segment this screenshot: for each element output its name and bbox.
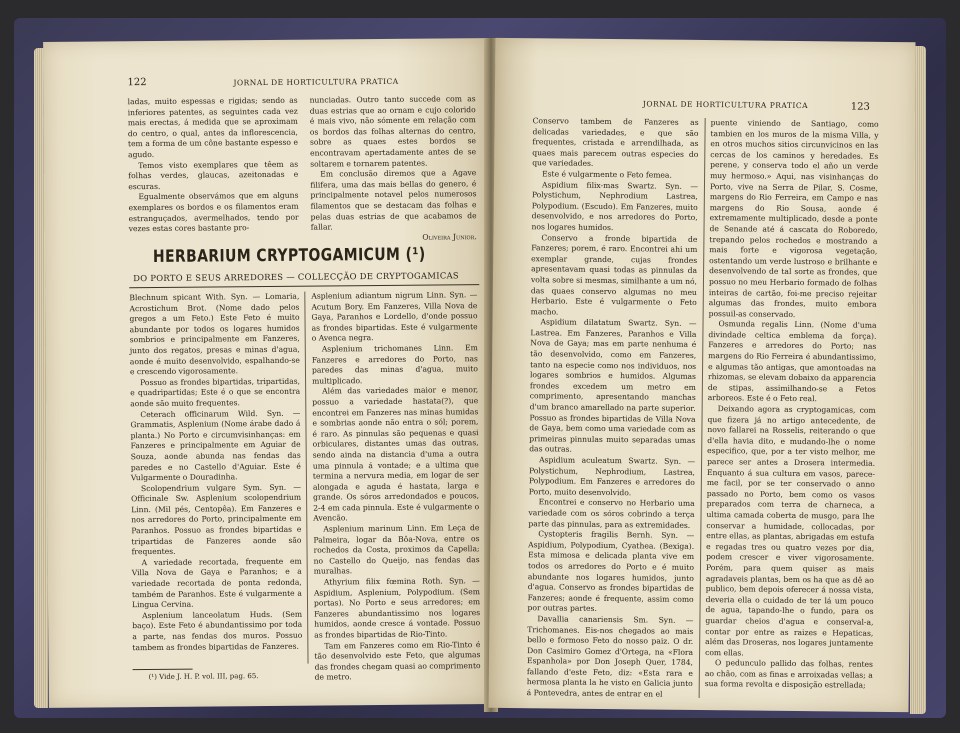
left-page	[43, 38, 491, 708]
entry: Athyrium filix fœmina Roth. Syn. — Aspidium, Asplenium, Polypodium. (Sem portas). No Porto e seus arredores; em Fanzeres abundantissimo nos logares humidos, aonde cresce á vontade. Possuo as frondes bipartidas de Rio-Tinto.	[313, 576, 481, 640]
entry: Ceterach officinarum Wild. Syn. — Grammatis, Asplenium (Nome árabe dado á planta.) No Porto e circumvisinhanças: em Fanzeres e principalmente em Aguiar de Souza, aonde abunda nas fendas das paredes e no Castello d'Aguiar. Este é Vulgarmente o Douradinha.	[130, 408, 301, 483]
left-top-col2	[310, 94, 477, 244]
entry: Este é vulgarmente o Feto femea.	[542, 169, 672, 180]
right-page-number: 123	[850, 101, 870, 113]
article-title: HERBARIUM CRYPTOGAMICUM (¹)	[152, 244, 426, 267]
article-subtitle: DO PORTO E SEUS ARREDORES — COLLECÇÃO DE CRYPTOGAMICAS	[133, 270, 459, 284]
entry: Conservo tambem de Fanzeres as delicadas variedades, e que são frequentes, cristada e arrendilhada, as quaes mais parecem outras especies do que variedades.	[532, 116, 699, 169]
entry: Asplenium marinum Linn. Em Leça de Palmeira, logar da Bôa-Nova, entre os rochedos da Costa, proximos da Capella; no Castello do Queijo, nas fendas das muralhas.	[313, 523, 480, 577]
entry: Além das variedades maior e menor, possuo a variedade hastata(?), que encontrei em Fanzeres nas minas humidas e sombrias aonde não entra o sól; porem, é raro. As pinnulas são pequenas e quasi orbiculares, distantes umas das outras, sendo ainda na distancia d'uma a outra uma pinnula á vontade; e a ultima que termina a nervura media, em logar de ser alongada e aguda é hastata, larga e grande. Os sóros arredondados e poucos, 2-4 em cada pinnula. Este é vulgarmente o Avencão.	[312, 385, 480, 524]
entry: Asplenium lanceolatum Huds. (Sem baço). Este Feto é abundantissimo por toda a parte, nas fendas dos muros. Possuo tambem as frondes bipartidas de Fanzeres.	[132, 609, 303, 652]
entry: Possuo as frondes bipartidas, tripartidas, e quadripartidas; Este é o que se encontra aonde são muito frequentes.	[130, 376, 301, 409]
entry: Blechnum spicant With. Syn. — Lomaria, Acrostichum Brot. (Nome dado pelos gregos a um Feto.) Este Feto é muito abundante por todos os logares humidos sombrios e principalmente em Fanzeres, junto dos regatos, presas e minas d'agua, aonde é muito desenvolvido, espalhando-se e crescendo vigorosamente.	[129, 291, 300, 377]
entry: Aspidium dilatatum Swartz. Syn. — Lastrea. Em Fanzeres, Paranhos e Villa Nova de Gaya; mas em parte nenhuma é tão desenvolvido, como em Fanzeres, tanto na especie como nos individuos, nos logares sombrios e humidos. Algumas frondes excedem um metro em comprimento, apresentando manchas d'um branco amarellado na parte superior. Possuo as frondes bipartidas de Villa Nova de Gaya, bem como uma variedade com as primeiras pinnulas muito separadas umas das outras.	[529, 317, 697, 455]
entry: O pedunculo pallido das folhas, rentes ao chão, com as finas e arroixadas vellas; a sua forma revolta e disposição estrellada;	[704, 658, 874, 691]
right-running-head: JORNAL DE HORTICULTURA PRATICA	[642, 99, 809, 111]
entry: Asplenium trichomanes Linn. Em Fanzeres e arredores do Porto, nas paredes das minas d'agua, muito multiplicado.	[311, 343, 479, 386]
column-rule	[304, 292, 308, 664]
entry: Deixando agora as cryptogamicas, com que fizera já no artigo antecedente, de novo fallarei na Rosselis, reiterando o que d'ella havia dito, e mudando-lhe o nome especifico, que, por a ter visto melhor, me parece ser antes a Drosera intermedia. Enquanto á sua cultura em vasos, parece-me facil, por se ter conservado o anno passado no Porto, bem como os vasos preparados com terra de charneca, a ultima camada coberta de musgo, para lhe conservar a humidade, collocadas, por entre ellas, as plantas, abrigadas em estufa e regadas tres ou quatro vezes por dia, podem crescer e viver vigorosamente. Porém, para quem quiser as mais agradaveis plantas, bem os ha que as dê ao publico, bem depois oferecer á nossa vista, deveria ella o cuidado de ter lá um pouco de agua, tapando-lhe o fundo, para os guardar cheios d'agua e conserval-a, contar por entre as raizes e Hepaticas, além das Droseras, nos logares juntamente com ellas.	[705, 404, 876, 658]
entry: puente viniendo de Santiago, como tambien en los muros de la misma Villa, y en otros muchos sitios circunvicinos en las cercas de los caminos y heredades. Es perene, y conserva todo el año un verde muy hermoso.» Aqui, nas visinhanças do Porto, vive na Serra de Pilar, S. Cosme, margens do Rio Ferreira, em Campo e nas margens do Rio Sousa, aonde é extremamente multiplicado, desde a ponte de Senande até á cascata do Roboredo, trepando pelos rochedos e mostrando a mais forte e vigorosa vegetação, ostentando um verde lustroso e brilhante e desenvolvendo de tal sorte as frondes, que possuo no meu Herbario formado de folhas inteiras de cartão, foi-me preciso rejeitar algumas das frondes, muito embora possuil-as conservado.	[708, 118, 879, 319]
entry: Aspidium filix-mas Swartz. Syn. — Polystichum, Nephrodium Lastrea, Polypodium. (Escudo). Em Fanzeres, muito desenvolvido, e nos arredores do Porto, nos logares humidos.	[531, 179, 699, 233]
entry: Cystopteris fragilis Bernh. Syn. — Aspidium, Polypodium, Cyathea. (Bexiga). Esta mimosa e delicada planta vive em todos os arredores do Porto e é muito abundante nos logares humidos, junto d'agua. Conservo as frondes bipartidas de Fanzeres; aonde é frequente, assim como por outras partes.	[527, 529, 695, 614]
entry: Asplenium adiantum nigrum Linn. Syn. — Acutum Bory. Em Fanzeres, Villa Nova de Gaya, Paranhos e Lordello, d'onde possuo as frondes bipartidas. Este é vulgarmente o Avenca negra.	[311, 290, 478, 343]
right-col1	[527, 116, 699, 708]
paragraph: Temos visto exemplares que têem as folhas verdes, glaucas, azeitonadas e escuras.	[128, 159, 299, 191]
entry: Scolopendrium vulgare Sym. Syn. — Officinale Sw. Asplenium scolopendrium Linn. (Mil pés, Centopêa). Em Fanzeres e nos arredores do Porto, principalmente em Paranhos. Possuo as frondes bipartidas e tripartidas de Fanzeres aonde são frequentes.	[131, 482, 302, 557]
left-top-col1	[128, 96, 299, 235]
divider	[129, 284, 479, 288]
entry: Osmunda regalis Linn. (Nome d'uma divindade celtica emblema da força). Fanzeres e arredores do Porto; nas margens do Rio Ferreira é abundantissimo, e algumas tão antigas, que amontoadas na rhizomas, se elevam dobaixo da apparencia de stipas, assimilhando-se a Fetos arboreos. Este é o Feto real.	[707, 319, 877, 404]
entry: Aspidium aculeatum Swartz. Syn. — Polystichum, Nephrodium, Lastrea, Polypodium. Em Fanzeres e arredores do Porto, muito desenvolvido.	[528, 455, 696, 498]
paragraph: Em conclusão diremos que a Agave filifera, uma das mais bellas do genero, é principalmente notavel pelos numerosos filamentos que se destacam das folhas e pelas duas estrias de que acabamos de fallar.	[310, 168, 477, 232]
footnote: (¹) Vide J. H. P. vol. III, pag. 65.	[148, 672, 259, 682]
left-col1	[129, 292, 302, 683]
entry: A variedade recortada, frequente em Villa Nova de Gaya e Paranhos; e a variedade recortada de ponta redonda, também de Paranhos. Este é vulgarmente a Lingua Cervina.	[131, 556, 302, 610]
open-book	[14, 18, 946, 718]
entry: Tam em Fanzeres como em Rio-Tinto é tão desenvolvido este Feto, que algumas das frondes chegam quasi ao comprimento de metro.	[314, 639, 481, 682]
signature: Oliveira Junior.	[422, 231, 477, 242]
left-running-head: JORNAL DE HORTICULTURA PRATICA	[233, 76, 399, 88]
right-col2	[705, 118, 879, 710]
left-col2	[311, 290, 480, 681]
right-page	[489, 38, 916, 712]
entry: Encontrei e conservo no Herbario uma variedade com os sóros cobrindo a terça parte das pinnulas, para as extremidades.	[528, 497, 695, 530]
entry: Davallia canariensis Sm. Syn. — Trichomanes. Eis-nos chegados ao mais bello e formoso Feto do nosso paiz. O dr. Don Casimiro Gomez d'Ortega, na «Flora Espanhola» por Don Joseph Quer, 1784, fallando d'este Feto, diz: «Esta rara e hermosa planta la he visto en Galicia junto á Pontevedra, antes de entrar en el	[526, 614, 694, 699]
paragraph: ladas, muito espessas e rigidas; sendo as inferiores patentes, as seguintes cada vez mais erectas, á medida que se aproximam do centro, o qual, antes da inflorescencia, tem a forma de um cône bastante espesso e agudo.	[127, 95, 299, 160]
entry: Conservo a fronde bipartida de Fanzeres; porem, é raro. Encontrei ahi um exemplar grande, cujas frondes apresentavam quasi todas as pinnulas da volta sobre si mesmas, similhante a um nó, das quaes conservo algumas no meu Herbario. Este é vulgarmente o Feto macho.	[530, 232, 698, 317]
left-page-number: 122	[127, 77, 147, 89]
paragraph: Egualmente observámos que em alguns exemplares os bordos e os filamentos eram estranguçados, avermelhados, tendo por vezes estas cores bastante pro-	[128, 191, 299, 234]
paragraph: nunciadas. Outro tanto succede com as duas estrias que ao ornam e cujo colorido é mais vivo, não sómente em relação com os bordos das folhas alternas do centro, sobre as quaes estes bordos se encontravam apertadamente antes de se soltarem e tornarem patentes.	[309, 94, 477, 169]
